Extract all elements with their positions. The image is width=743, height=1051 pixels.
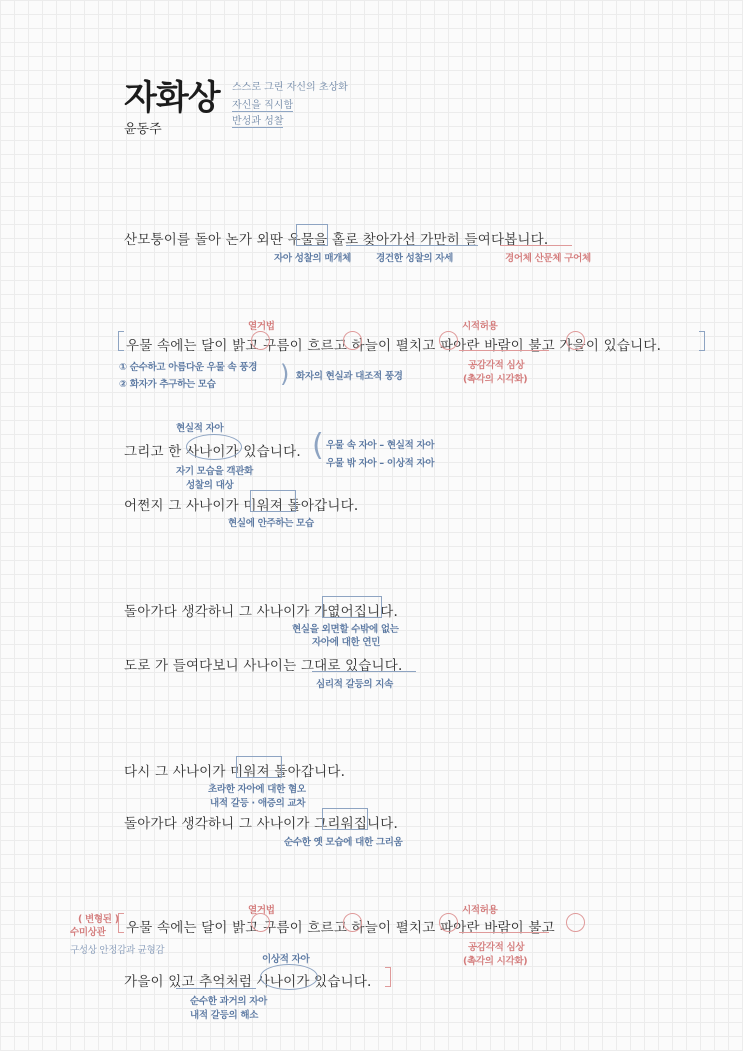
circle-mark	[439, 913, 458, 932]
ellipse-mark	[186, 434, 242, 460]
stanza1-note-2: 경건한 성찰의 자세	[376, 253, 454, 264]
stanza6-line1: 우물 속에는 달이 밝고 구름이 흐르고 하늘이 펼치고 파아란 바람이 불고	[126, 920, 555, 936]
stanza2-top-note-1: 열거법	[248, 321, 275, 332]
stanza4-note-2: 자아에 대한 연민	[312, 637, 381, 648]
stanza1-line: 산모퉁이를 돌아 논가 외딴 우물을 홀로 찾아가선 가만히 들여다봅니다.	[124, 232, 549, 248]
bracket-right	[385, 967, 391, 987]
circle-mark	[251, 331, 270, 350]
underline	[459, 350, 549, 351]
bracket-right	[699, 331, 705, 351]
stanza6-top-note-2: 시적허용	[462, 905, 498, 916]
stanza5-line2: 돌아가다 생각하니 그 사나이가 그리워집니다.	[124, 816, 399, 832]
stanza5-note-2: 내적 갈등 · 애증의 교차	[210, 798, 306, 809]
brace: (	[312, 428, 324, 463]
ellipse-mark	[260, 964, 318, 990]
highlight-box	[236, 756, 282, 778]
stanza5-note-3: 순수한 옛 모습에 대한 그리움	[284, 837, 403, 848]
stanza6-top-note-1: 열거법	[248, 905, 275, 916]
stanza5-note-1: 초라한 자아에 대한 혐오	[208, 784, 306, 795]
circle-mark	[343, 913, 362, 932]
stanza4-line1: 돌아가다 생각하니 그 사나이가 가엾어집니다.	[124, 604, 399, 620]
underline	[312, 671, 416, 672]
stanza2-top-note-2: 시적허용	[462, 321, 498, 332]
stanza6-line2: 가을이 있고 추억처럼 사나이가 있습니다.	[124, 974, 372, 990]
stanza6-side-note-1: ( 변형된 )	[78, 914, 119, 925]
stanza3-note-3: 우물 밖 자아 – 이상적 자아	[326, 458, 435, 469]
highlight-box	[322, 596, 382, 618]
stanza3-note-6: 현실에 안주하는 모습	[228, 518, 314, 529]
stanza2-note-3: 화자의 현실과 대조적 풍경	[296, 371, 403, 382]
stanza6-side-note-2: 수미상관	[70, 927, 106, 938]
poem-author: 윤동주	[124, 122, 162, 137]
stanza5-line1: 다시 그 사나이가 미워져 돌아갑니다.	[124, 764, 346, 780]
stanza6-note-4: 내적 갈등의 해소	[190, 1010, 259, 1021]
stanza6-note-2: (촉각의 시각화)	[463, 956, 528, 967]
stanza6-note-3: 순수한 과거의 자아	[190, 996, 268, 1007]
stanza3-note-5: 성찰의 대상	[186, 480, 234, 491]
title-note-2: 자신을 직시함	[232, 96, 293, 112]
stanza4-note-1: 현실을 외면할 수밖에 없는	[292, 624, 399, 635]
underline	[500, 245, 572, 246]
title-note-1: 스스로 그린 자신의 초상화	[232, 82, 348, 93]
stanza2-note-1: ① 순수하고 아름다운 우물 속 풍경	[119, 362, 258, 373]
bracket-left	[118, 331, 124, 351]
circle-mark	[439, 331, 458, 350]
circle-mark	[566, 331, 585, 350]
highlight-box	[250, 490, 296, 512]
stanza6-note-1: 공감각적 심상	[468, 942, 525, 953]
stanza3-line1: 그리고 한 사나이가 있습니다.	[124, 444, 301, 460]
stanza1-note-1: 자아 성찰의 매개체	[274, 253, 352, 264]
brace: )	[280, 360, 290, 388]
stanza2-note-2: ② 화자가 추구하는 모습	[119, 379, 216, 390]
stanza3-line2: 어쩐지 그 사나이가 미워져 돌아갑니다.	[124, 498, 359, 514]
circle-mark	[343, 331, 362, 350]
title-note-3: 반성과 성찰	[232, 112, 283, 128]
underline	[459, 932, 549, 933]
stanza3-note-4: 자기 모습을 객관화	[176, 466, 254, 477]
underline	[176, 988, 256, 989]
stanza2-note-4: 공감각적 심상	[468, 360, 525, 371]
stanza4-note-3: 심리적 갈등의 지속	[316, 679, 394, 690]
stanza3-note-1: 현실적 자아	[176, 423, 224, 434]
highlight-box	[296, 224, 328, 246]
stanza6-side-note-3: 구성상 안정감과 균형감	[70, 945, 165, 956]
poem-title: 자화상	[124, 78, 220, 118]
circle-mark	[566, 913, 585, 932]
stanza2-line: 우물 속에는 달이 밝고 구름이 흐르고 하늘이 펼치고 파아란 바람이 불고 가을이 있습니다.	[126, 338, 662, 354]
stanza2-note-5: (촉각의 시각화)	[463, 374, 528, 385]
circle-mark	[251, 913, 270, 932]
underline	[346, 245, 478, 246]
stanza6-top-note-3: 이상적 자아	[262, 954, 310, 965]
highlight-box	[322, 808, 368, 830]
stanza1-note-3: 경어체 산문체 구어체	[505, 253, 591, 264]
stanza3-note-2: 우물 속 자아 – 현실적 자아	[326, 440, 435, 451]
stanza4-line2: 도로 가 들여다보니 사나이는 그대로 있습니다.	[124, 658, 403, 674]
bracket-left	[118, 913, 124, 933]
